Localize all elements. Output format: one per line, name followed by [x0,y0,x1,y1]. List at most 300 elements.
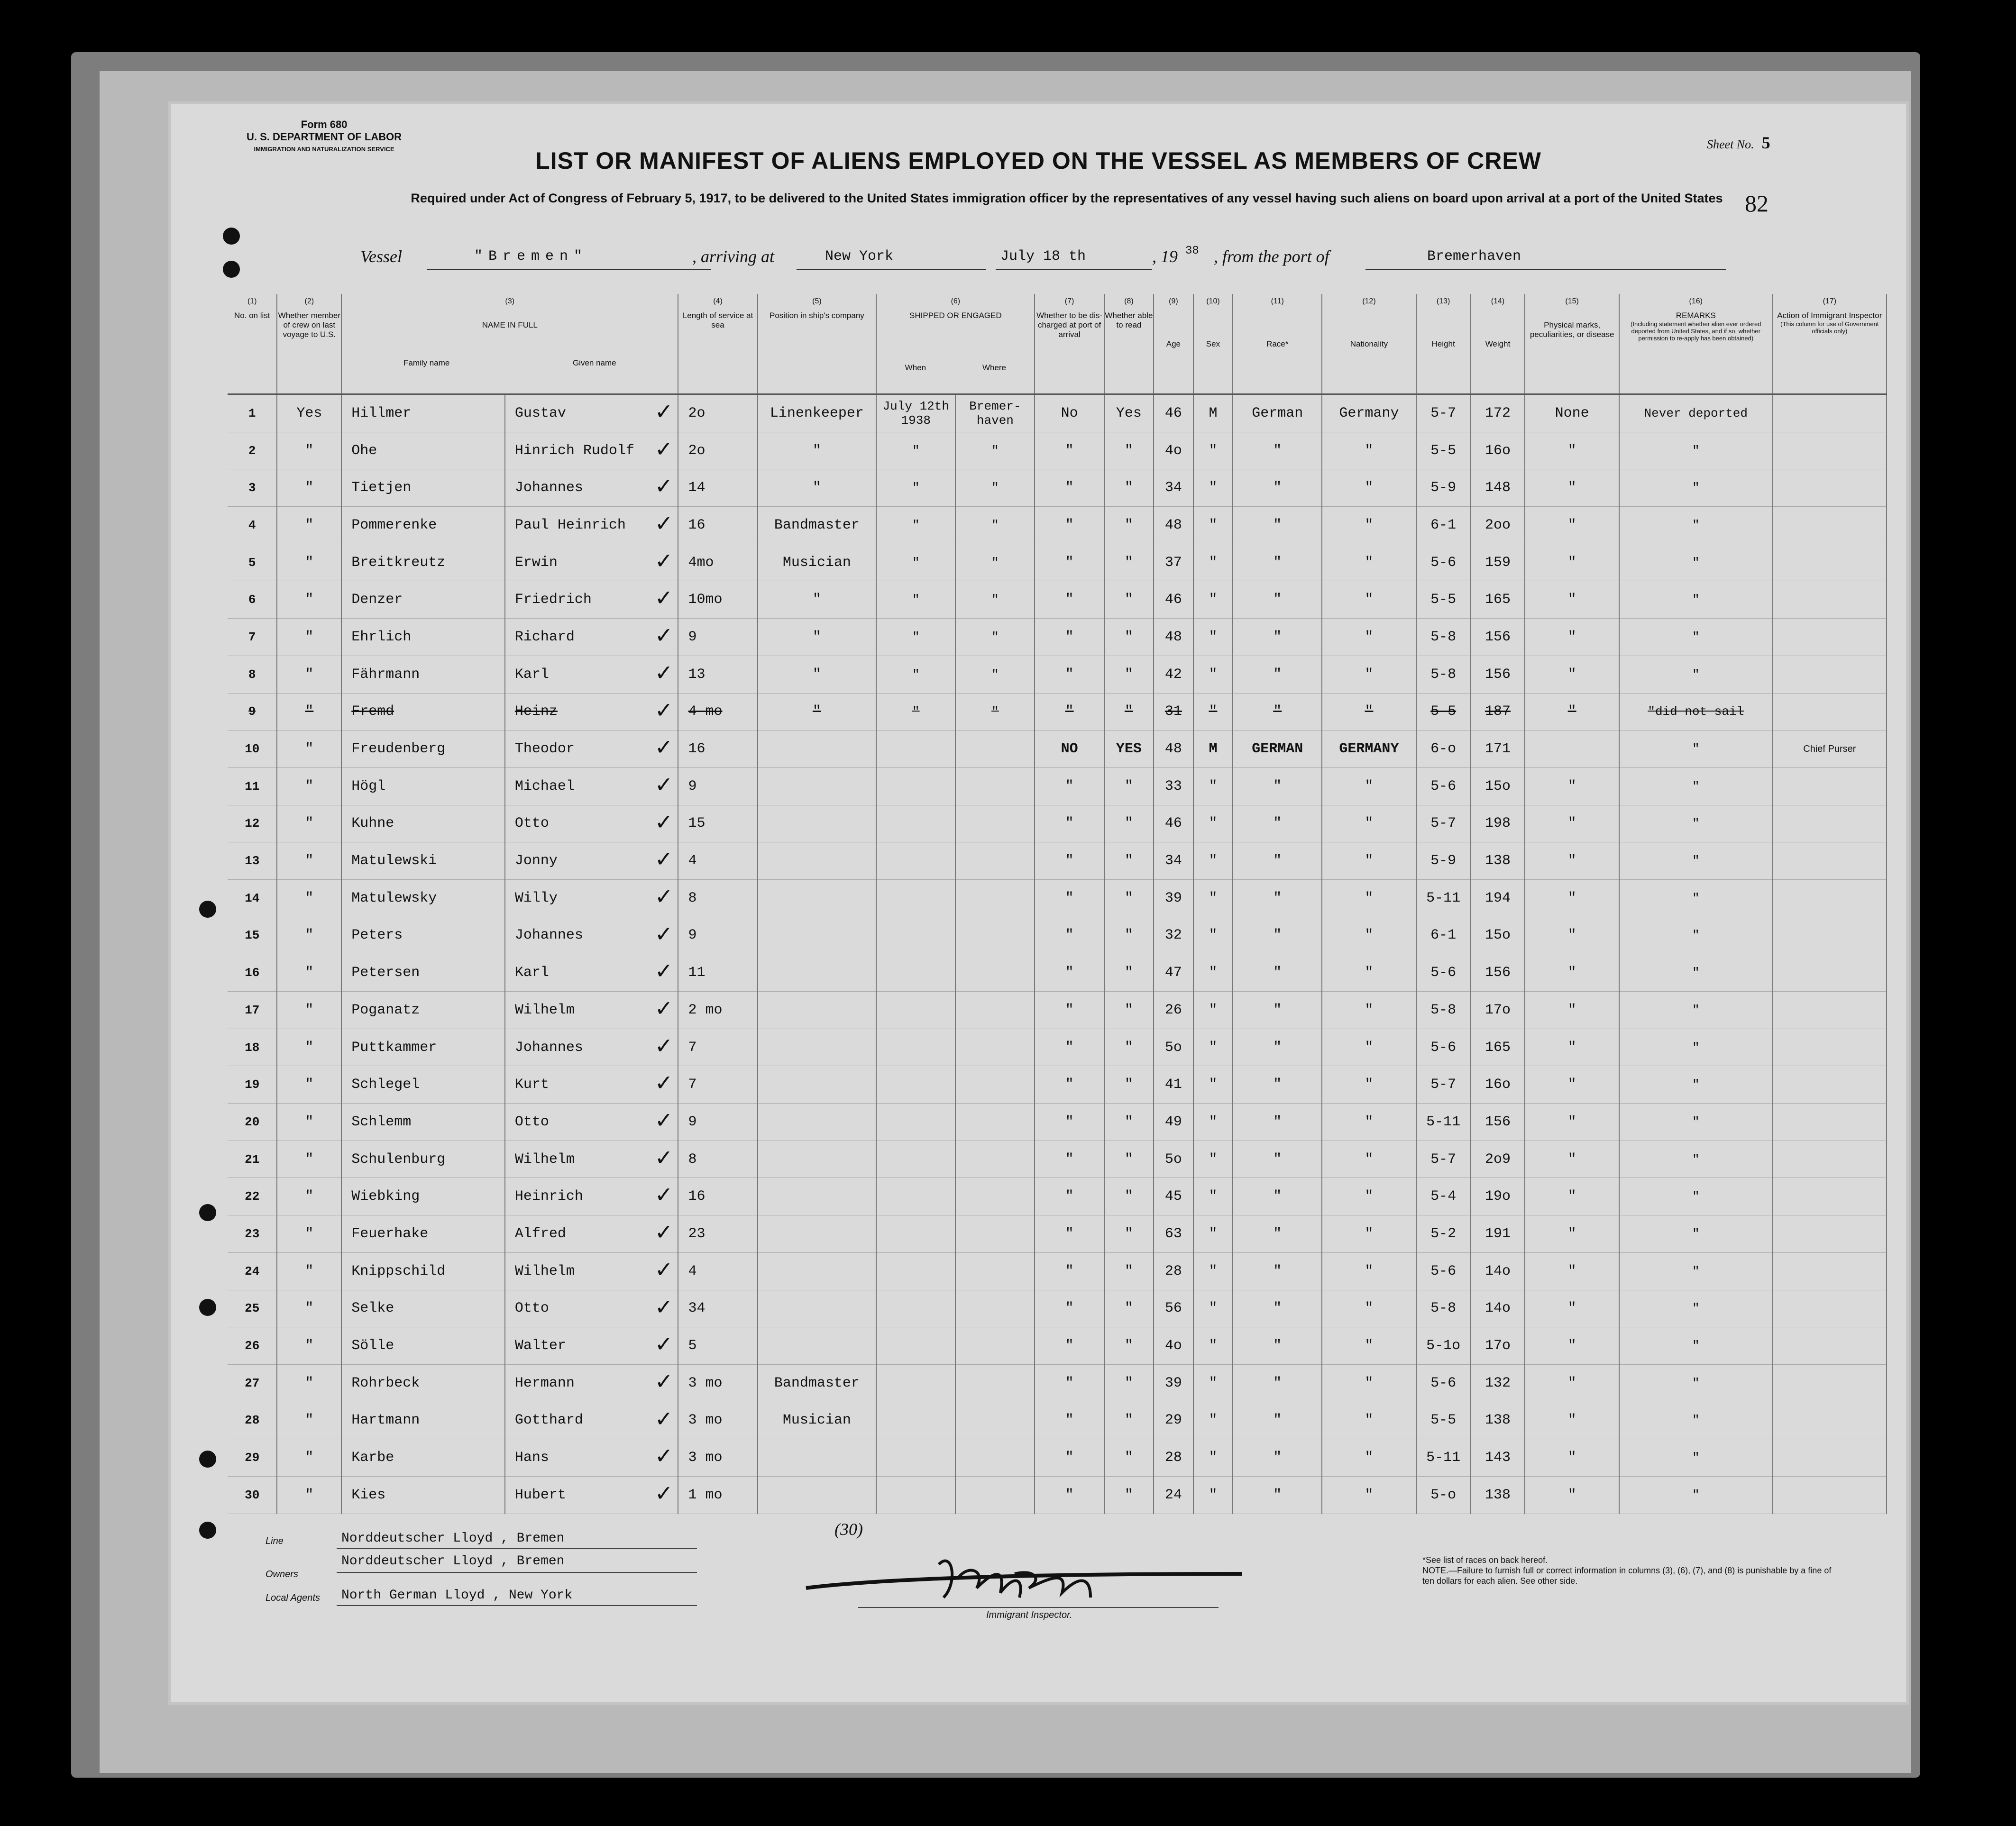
shipped-where-cell [955,767,1035,805]
nationality-cell: " [1322,1178,1416,1215]
nationality-cell: " [1322,1439,1416,1477]
position-cell: " [758,469,877,507]
nationality-cell: " [1322,1290,1416,1327]
punch-hole [199,1522,216,1539]
inspector-action-cell [1773,1104,1887,1141]
position-cell: Bandmaster [758,1364,877,1402]
shipped-where-cell [955,954,1035,992]
able-to-read-cell: " [1104,1104,1154,1141]
table-row [228,1364,1887,1402]
table-row [228,1290,1887,1327]
row-number-cell: 10 [228,730,277,768]
physical-marks-cell: " [1525,1066,1619,1104]
sex-cell: " [1193,1029,1233,1066]
given-name-header: Given name [572,358,616,367]
physical-marks-cell: " [1525,693,1619,730]
row-number-cell: 12 [228,805,277,842]
sex-cell: " [1193,992,1233,1029]
nationality-cell: " [1322,1029,1416,1066]
sex-cell: " [1193,1364,1233,1402]
nationality-cell: " [1322,469,1416,507]
service-length-cell: 2 mo [678,992,757,1029]
shipped-where-cell [955,1439,1035,1477]
height-cell: 5-11 [1416,1439,1471,1477]
inspector-action-cell [1773,1439,1887,1477]
able-to-read-cell: " [1104,1252,1154,1290]
col-service-header: (4) Length of service at sea [678,294,757,394]
position-cell: " [758,432,877,469]
shipped-when-cell [876,1029,955,1066]
shipped-when-cell [876,730,955,768]
check-mark-icon: ✓ [654,846,673,872]
last-voyage-cell: " [277,1215,341,1253]
height-cell: 5-o [1416,1476,1471,1514]
weight-cell: 171 [1471,730,1525,768]
position-cell [758,1327,877,1365]
service-length-cell: 11 [678,954,757,992]
row-number-cell: 6 [228,581,277,619]
service-length-cell: 4mo [678,544,757,581]
shipped-where-cell: " [955,581,1035,619]
service-length-cell: 9 [678,619,757,656]
row-number-cell: 22 [228,1178,277,1215]
col-name-header: (3) NAME IN FULL Family name Given name [341,294,678,394]
check-mark-icon: ✓ [654,511,673,537]
check-mark-icon: ✓ [654,921,673,947]
race-cell: " [1233,432,1322,469]
given-name-cell: Johannes ✓ [505,917,678,954]
race-cell: " [1233,879,1322,917]
given-name-cell: Otto ✓ [505,1290,678,1327]
discharged-cell: " [1035,1327,1104,1365]
inspector-action-cell [1773,507,1887,544]
arrival-date: July 18 th [1000,248,1086,265]
physical-marks-cell: " [1525,1141,1619,1178]
col-weight-header: (14) Weight [1471,294,1525,394]
family-name-cell: Högl [341,767,505,805]
shipped-where-cell: " [955,432,1035,469]
weight-cell: 143 [1471,1439,1525,1477]
table-row [228,1029,1887,1066]
remarks-cell: " [1619,1290,1773,1327]
last-voyage-cell: " [277,1364,341,1402]
shipped-where-cell [955,1029,1035,1066]
sex-cell: " [1193,507,1233,544]
weight-cell: 172 [1471,394,1525,432]
nationality-cell: " [1322,1402,1416,1439]
able-to-read-cell: " [1104,1215,1154,1253]
height-cell: 5-7 [1416,1066,1471,1104]
table-row [228,1104,1887,1141]
discharged-cell: " [1035,1215,1104,1253]
age-cell: 4o [1154,1327,1193,1365]
age-cell: 42 [1154,656,1193,693]
inspector-action-cell [1773,1402,1887,1439]
given-name-cell: Richard ✓ [505,619,678,656]
height-cell: 5-8 [1416,656,1471,693]
shipped-where-cell [955,1327,1035,1365]
physical-marks-cell: " [1525,619,1619,656]
page-title: LIST OR MANIFEST OF ALIENS EMPLOYED ON THE VESSEL AS MEMBERS OF CREW [535,147,1541,174]
col-no-header: (1) No. on list [228,294,277,394]
given-name-cell: Wilhelm ✓ [505,1252,678,1290]
nationality-cell: " [1322,842,1416,880]
able-to-read-cell: " [1104,693,1154,730]
height-cell: 5-5 [1416,1402,1471,1439]
sex-cell: M [1193,394,1233,432]
family-name-cell: Wiebking [341,1178,505,1215]
physical-marks-cell: " [1525,1327,1619,1365]
age-cell: 5o [1154,1141,1193,1178]
inspector-action-cell [1773,1327,1887,1365]
row-number-cell: 27 [228,1364,277,1402]
inspector-action-cell [1773,842,1887,880]
shipped-where-cell: " [955,619,1035,656]
col-height-header: (13) Height [1416,294,1471,394]
service-length-cell: 1 mo [678,1476,757,1514]
position-cell: " [758,581,877,619]
position-cell: " [758,656,877,693]
physical-marks-cell: " [1525,1476,1619,1514]
inspector-action-cell [1773,1364,1887,1402]
shipped-when-cell: " [876,469,955,507]
position-cell [758,1215,877,1253]
able-to-read-cell: " [1104,507,1154,544]
row-number-cell: 15 [228,917,277,954]
row-number-cell: 7 [228,619,277,656]
service-length-cell: 8 [678,1141,757,1178]
discharged-cell: " [1035,879,1104,917]
last-voyage-cell: " [277,656,341,693]
discharged-cell: " [1035,656,1104,693]
service-length-cell: 9 [678,767,757,805]
table-row [228,656,1887,693]
race-cell: " [1233,1402,1322,1439]
height-cell: 5-6 [1416,1252,1471,1290]
last-voyage-cell: " [277,767,341,805]
sex-cell: " [1193,619,1233,656]
sex-cell: " [1193,1252,1233,1290]
age-cell: 56 [1154,1290,1193,1327]
sex-cell: " [1193,1141,1233,1178]
col-position-header: (5) Position in ship's company [758,294,877,394]
nationality-cell: " [1322,805,1416,842]
age-cell: 29 [1154,1402,1193,1439]
shipped-where-cell [955,1178,1035,1215]
height-cell: 6-1 [1416,507,1471,544]
able-to-read-cell: " [1104,879,1154,917]
row-number-cell: 28 [228,1402,277,1439]
service-length-cell: 4 [678,842,757,880]
service-length-cell: 8 [678,879,757,917]
sex-cell: " [1193,1104,1233,1141]
row-number-cell: 17 [228,992,277,1029]
nationality-cell: Germany [1322,394,1416,432]
age-cell: 48 [1154,507,1193,544]
check-mark-icon: ✓ [654,1331,673,1357]
shipped-when-cell [876,1141,955,1178]
last-voyage-cell: " [277,1327,341,1365]
sex-cell: " [1193,1476,1233,1514]
nationality-cell: " [1322,1476,1416,1514]
family-name-cell: Petersen [341,954,505,992]
row-number-cell: 9 [228,693,277,730]
shipped-when-cell [876,1178,955,1215]
shipped-when-cell: " [876,432,955,469]
discharged-cell: NO [1035,730,1104,768]
punch-hole [199,1299,216,1316]
row-number-cell: 8 [228,656,277,693]
age-cell: 28 [1154,1439,1193,1477]
nationality-cell: " [1322,954,1416,992]
agents-value: North German Lloyd , New York [341,1588,573,1603]
nationality-cell: " [1322,1252,1416,1290]
age-cell: 48 [1154,619,1193,656]
sex-cell: " [1193,656,1233,693]
shipped-where-cell [955,1364,1035,1402]
age-cell: 34 [1154,469,1193,507]
given-name-cell: Karl ✓ [505,656,678,693]
given-name-cell: Gotthard ✓ [505,1402,678,1439]
inspector-action-cell [1773,1178,1887,1215]
race-cell: " [1233,656,1322,693]
discharged-cell: " [1035,469,1104,507]
discharged-cell: " [1035,1141,1104,1178]
height-cell: 5-5 [1416,581,1471,619]
row-count-mark: (30) [834,1520,863,1539]
row-number-cell: 16 [228,954,277,992]
punch-hole [199,901,216,918]
race-cell: " [1233,767,1322,805]
sex-cell: " [1193,1066,1233,1104]
age-cell: 49 [1154,1104,1193,1141]
race-cell: " [1233,842,1322,880]
discharged-cell: " [1035,1364,1104,1402]
shipped-when-cell [876,1327,955,1365]
table-row [228,693,1887,730]
able-to-read-cell: " [1104,1327,1154,1365]
age-cell: 48 [1154,730,1193,768]
inspector-action-cell [1773,805,1887,842]
remarks-cell: " [1619,1364,1773,1402]
shipped-when-cell [876,992,955,1029]
service-length-cell: 13 [678,656,757,693]
height-cell: 5-9 [1416,842,1471,880]
remarks-cell: " [1619,954,1773,992]
nationality-cell: " [1322,1215,1416,1253]
row-number-cell: 11 [228,767,277,805]
col-nationality-header: (12) Nationality [1322,294,1416,394]
shipped-when-cell: " [876,619,955,656]
col-remarks-header: (16) REMARKS (Including statement whether alien ever ordered deported from United States, and if so, whether permission to re-apply has been obtained) [1619,294,1773,394]
shipped-where-cell [955,1066,1035,1104]
given-name-cell: Heinrich ✓ [505,1178,678,1215]
table-row [228,992,1887,1029]
col-last-voyage-header: (2) Whether member of crew on last voyage to U.S. [277,294,341,394]
position-cell: Linenkeeper [758,394,877,432]
shipped-when-cell [876,1066,955,1104]
family-name-cell: Ehrlich [341,619,505,656]
race-cell: " [1233,1066,1322,1104]
race-cell: " [1233,469,1322,507]
position-cell [758,1439,877,1477]
service-length-cell: 23 [678,1215,757,1253]
physical-marks-cell: " [1525,917,1619,954]
discharged-cell: " [1035,544,1104,581]
physical-marks-cell: " [1525,992,1619,1029]
discharged-cell: " [1035,1066,1104,1104]
able-to-read-cell: " [1104,656,1154,693]
height-cell: 5-8 [1416,992,1471,1029]
race-cell: " [1233,1178,1322,1215]
table-row [228,469,1887,507]
remarks-cell: " [1619,1215,1773,1253]
last-voyage-cell: " [277,693,341,730]
able-to-read-cell: " [1104,805,1154,842]
row-number-cell: 2 [228,432,277,469]
remarks-cell: " [1619,469,1773,507]
service-length-cell: 2o [678,432,757,469]
position-cell [758,879,877,917]
height-cell: 5-4 [1416,1178,1471,1215]
check-mark-icon: ✓ [654,1294,673,1320]
discharged-cell: " [1035,992,1104,1029]
discharged-cell: No [1035,394,1104,432]
remarks-cell: " [1619,1066,1773,1104]
given-name-cell: Otto ✓ [505,805,678,842]
shipped-when-cell: " [876,656,955,693]
height-cell: 5-2 [1416,1215,1471,1253]
sex-cell: " [1193,544,1233,581]
weight-cell: 14o [1471,1290,1525,1327]
last-voyage-cell: " [277,1141,341,1178]
shipped-where-cell: " [955,544,1035,581]
last-voyage-cell: " [277,1029,341,1066]
table-row [228,507,1887,544]
remarks-cell: " [1619,581,1773,619]
height-cell: 5-7 [1416,805,1471,842]
check-mark-icon: ✓ [654,1219,673,1245]
height-cell: 6-o [1416,730,1471,768]
row-number-cell: 18 [228,1029,277,1066]
arriving-label: , arriving at [692,247,775,266]
height-cell: 5-8 [1416,1290,1471,1327]
races-note: *See list of races on back hereof. [1422,1555,1548,1565]
nationality-cell: GERMANY [1322,730,1416,768]
shipped-when-cell [876,1364,955,1402]
family-name-cell: Kuhne [341,805,505,842]
inspector-action-cell [1773,656,1887,693]
when-header: When [905,363,926,372]
shipped-when-cell: July 12th 1938 [876,394,955,432]
col-race-header: (11) Race* [1233,294,1322,394]
physical-marks-cell: " [1525,469,1619,507]
shipped-when-cell [876,879,955,917]
family-name-cell: Fremd [341,693,505,730]
sex-cell: " [1193,954,1233,992]
given-name-cell: Hermann ✓ [505,1364,678,1402]
given-name-cell: Theodor ✓ [505,730,678,768]
remarks-cell: Never deported [1619,394,1773,432]
weight-cell: 15o [1471,767,1525,805]
service-length-cell: 10mo [678,581,757,619]
table-row [228,619,1887,656]
check-mark-icon: ✓ [654,399,673,424]
nationality-cell: " [1322,544,1416,581]
able-to-read-cell: " [1104,544,1154,581]
shipped-where-cell: Bremer-haven [955,394,1035,432]
inspector-action-cell [1773,693,1887,730]
family-name-cell: Matulewsky [341,879,505,917]
physical-marks-cell [1525,730,1619,768]
family-name-cell: Hillmer [341,394,505,432]
height-cell: 5-6 [1416,1364,1471,1402]
last-voyage-cell: " [277,469,341,507]
weight-cell: 198 [1471,805,1525,842]
race-cell: " [1233,1029,1322,1066]
table-row [228,1439,1887,1477]
table-row [228,1066,1887,1104]
discharged-cell: " [1035,805,1104,842]
sheet-value: 5 [1761,133,1770,152]
service-length-cell: 15 [678,805,757,842]
family-name-cell: Poganatz [341,992,505,1029]
check-mark-icon: ✓ [654,1144,673,1170]
position-cell [758,1178,877,1215]
owners-label: Owners [266,1569,298,1579]
weight-cell: 156 [1471,619,1525,656]
physical-marks-cell: " [1525,1252,1619,1290]
shipped-when-cell [876,1290,955,1327]
physical-marks-cell: " [1525,767,1619,805]
nationality-cell: " [1322,432,1416,469]
check-mark-icon: ✓ [654,995,673,1021]
given-name-cell: Walter ✓ [505,1327,678,1365]
last-voyage-cell: " [277,805,341,842]
vessel-name: "Bremen" [474,248,588,265]
discharged-cell: " [1035,1439,1104,1477]
able-to-read-cell: " [1104,469,1154,507]
punch-hole [199,1451,216,1468]
remarks-cell: " [1619,1402,1773,1439]
remarks-cell: " [1619,1104,1773,1141]
sex-cell: " [1193,917,1233,954]
age-cell: 28 [1154,1252,1193,1290]
inspector-label: Immigrant Inspector. [986,1610,1072,1620]
able-to-read-cell: " [1104,1439,1154,1477]
check-mark-icon: ✓ [654,1406,673,1432]
given-name-cell: Gustav ✓ [505,394,678,432]
shipped-where-cell [955,805,1035,842]
sex-cell: " [1193,1439,1233,1477]
family-name-cell: Sölle [341,1327,505,1365]
shipped-when-cell [876,767,955,805]
inspector-action-cell [1773,992,1887,1029]
vessel-line [171,247,1906,275]
side-number: 82 [1745,190,1769,217]
punch-hole [199,1204,216,1221]
penalty-note: NOTE.—Failure to furnish full or correct information in columns (3), (6), (7), and (8) is punishable by a fine of ten dollars for each alien. See other side. [1422,1566,1832,1586]
service-length-cell: 3 mo [678,1402,757,1439]
given-name-cell: Erwin ✓ [505,544,678,581]
agents-label: Local Agents [266,1593,320,1603]
sex-cell: " [1193,1402,1233,1439]
age-cell: 26 [1154,992,1193,1029]
check-mark-icon: ✓ [654,1070,673,1096]
table-row [228,432,1887,469]
weight-cell: 14o [1471,1252,1525,1290]
check-mark-icon: ✓ [654,622,673,648]
